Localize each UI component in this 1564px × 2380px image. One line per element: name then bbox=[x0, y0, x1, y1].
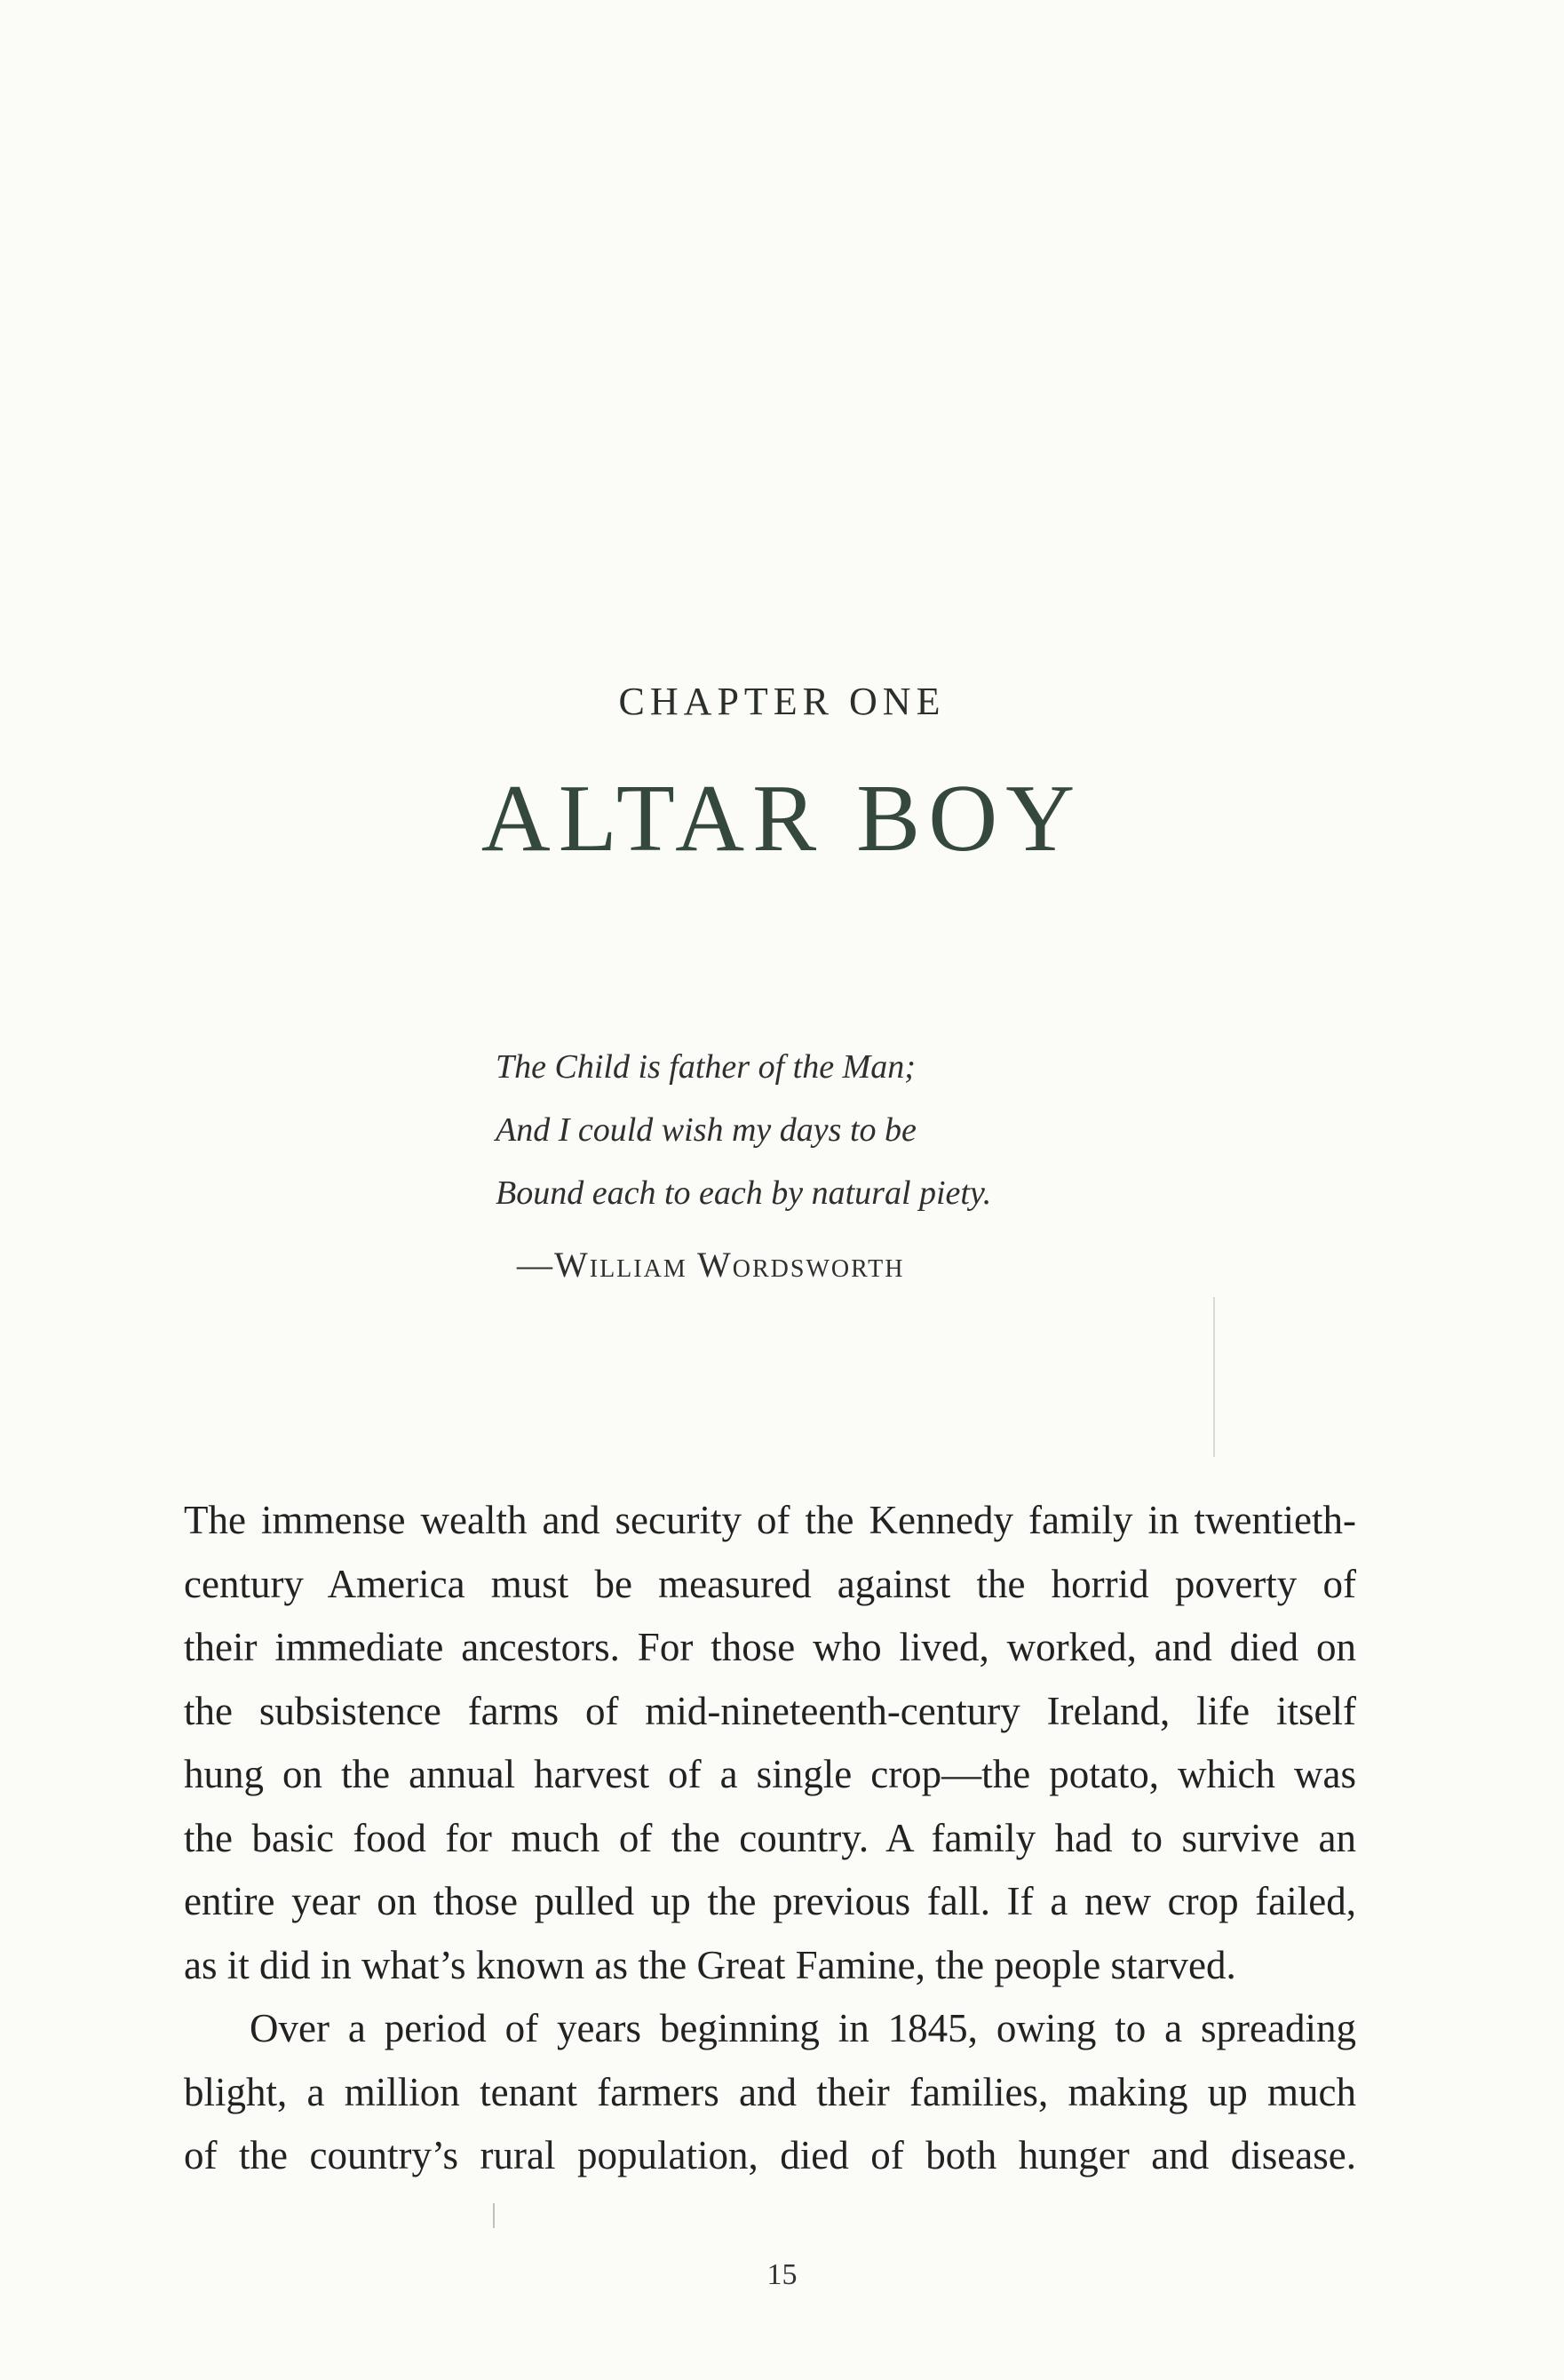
page-number: 15 bbox=[766, 2258, 798, 2291]
paragraph-2-line: blight, a million tenant farmers and their families, making up much bbox=[184, 2069, 1356, 2114]
paragraph-1-line: the basic food for much of the country. A family had to survive an bbox=[184, 1815, 1356, 1860]
paragraph-1-line: entire year on those pulled up the previous fall. If a new crop failed, bbox=[184, 1879, 1356, 1923]
paragraph-1-line: hung on the annual harvest of a single crop—the potato, which was bbox=[184, 1752, 1356, 1796]
paragraph-1-line: century America must be measured against the horrid poverty of bbox=[184, 1561, 1356, 1606]
chapter-title: ALTAR BOY bbox=[480, 766, 1084, 872]
chapter-label: CHAPTER ONE bbox=[618, 680, 946, 723]
scan-artifact bbox=[1213, 1297, 1215, 1457]
paragraph-1-line: the subsistence farms of mid-nineteenth-century Ireland, life itself bbox=[184, 1688, 1356, 1733]
epigraph-line: Bound each to each by natural piety. bbox=[496, 1174, 992, 1212]
paragraph-2-line: Over a period of years beginning in 1845, owing to a spreading bbox=[250, 2006, 1356, 2050]
epigraph-attribution: —William Wordsworth bbox=[517, 1245, 905, 1285]
paragraph-1-line: their immediate ancestors. For those who lived, worked, and died on bbox=[184, 1625, 1356, 1669]
body-text bbox=[184, 1489, 1356, 2188]
paragraph-1-line: The immense wealth and security of the Kennedy family in twentieth- bbox=[184, 1498, 1356, 1542]
paragraph-2-line: of the country’s rural population, died of both hunger and disease. bbox=[184, 2133, 1356, 2177]
epigraph-line: And I could wish my days to be bbox=[496, 1111, 917, 1149]
paragraph-1-line: as it did in what’s known as the Great Famine, the people starved. bbox=[184, 1942, 1236, 1987]
epigraph-line: The Child is father of the Man; bbox=[496, 1048, 916, 1086]
scan-artifact bbox=[493, 2203, 495, 2228]
epigraph bbox=[496, 1036, 1117, 1225]
